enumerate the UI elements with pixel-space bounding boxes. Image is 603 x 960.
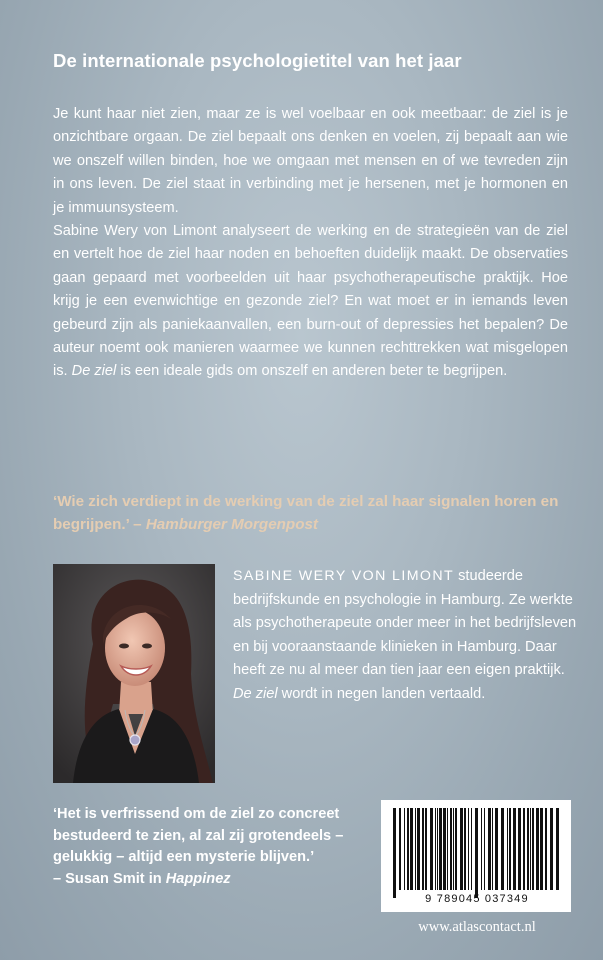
barcode-bar — [471, 808, 472, 890]
barcode-bar — [468, 808, 469, 890]
blurb — [53, 103, 568, 384]
barcode-bar — [556, 808, 559, 890]
press-quote-2 — [53, 804, 363, 890]
barcode-number: 9 789045 037349 — [425, 893, 529, 905]
barcode-bar — [488, 808, 491, 890]
barcode-bar — [404, 808, 405, 890]
barcode-bar — [430, 808, 433, 890]
barcode-bar — [447, 808, 448, 890]
press-quote-2-source: Happinez — [165, 870, 231, 887]
author-bio-book-title: De ziel — [233, 685, 278, 702]
barcode-bar — [410, 808, 413, 890]
barcode-bar — [455, 808, 457, 890]
barcode-bar — [536, 808, 539, 890]
barcode-bar — [540, 808, 543, 890]
author-photo — [53, 564, 215, 783]
press-quote-1-source: Hamburger Morgenpost — [145, 516, 318, 534]
author-name: SABINE WERY VON LIMONT — [233, 568, 455, 584]
press-quote-2-attribution: – Susan Smit in Happinez — [53, 870, 231, 887]
headline: De internationale psychologietitel van het jaar — [53, 50, 462, 71]
barcode-bar — [523, 808, 525, 890]
press-quote-1-text: ‘Wie zich verdiept in de werking van de ziel zal haar signalen horen en begrijpen.’ – — [53, 493, 559, 534]
press-quote-2-text: ‘Het is verfrissend om de ziel zo concreet bestudeerd te zien, al zal zij grotendeels – gelukkig – altijd een mysterie blijven.’ — [53, 806, 344, 865]
barcode-bar — [501, 808, 504, 890]
barcode-bar — [437, 808, 438, 890]
barcode-bar — [443, 808, 446, 890]
barcode-bar — [532, 808, 534, 890]
barcode-bar — [399, 808, 401, 890]
barcode-bar — [509, 808, 511, 890]
barcode-bar — [507, 808, 508, 890]
barcode-bar — [439, 808, 442, 890]
barcode-bar — [422, 808, 424, 890]
barcode-bar — [545, 808, 547, 890]
barcode-bar — [475, 808, 478, 898]
publisher-website: www.atlascontact.nl — [418, 919, 536, 935]
barcode-bar — [464, 808, 466, 890]
barcode-bar — [415, 808, 416, 890]
press-quote-1 — [53, 490, 568, 537]
barcode-bar — [492, 808, 493, 890]
barcode-bar — [484, 808, 485, 890]
barcode-bar — [513, 808, 516, 890]
barcode-bar — [435, 808, 436, 890]
author-bio-text-end: wordt in negen landen vertaald. — [277, 685, 486, 702]
barcode-bar — [518, 808, 521, 890]
barcode-bar — [453, 808, 454, 890]
author-bio-text: studeerde bedrijfskunde en psychologie in Hamburg. Ze werkte als psychotherapeute onder meer in het bedrijfsleven en bij vooraanstaande klinieken in Hamburg. Daar heeft ze nu al meer dan tien jaar een eigen praktijk. — [233, 568, 577, 678]
barcode-bar — [450, 808, 452, 890]
blurb-paragraph-1: Je kunt haar niet zien, maar ze is wel voelbaar en ook meetbaar: de ziel is je onzichtbare orgaan. De ziel bepaalt ons denken en voelen, zij bepaalt aan wie we onszelf willen binden, hoe we omgaan met mensen en of we tevreden zijn in ons leven. De ziel staat in verbinding met je hersenen, met je hormonen en je immuunsysteem. — [53, 106, 568, 216]
barcode-bar — [527, 808, 529, 890]
barcode-bar — [481, 808, 482, 890]
barcode-bar — [407, 808, 409, 890]
blurb-paragraph-2-end: is een ideale gids om onszelf en anderen beter te begrijpen. — [116, 363, 508, 380]
blurb-book-title: De ziel — [71, 363, 117, 380]
barcode-bar — [425, 808, 427, 890]
barcode-bar — [530, 808, 531, 890]
blurb-paragraph-2 — [53, 220, 568, 384]
barcode-bar — [393, 808, 396, 898]
barcode-bar — [460, 808, 463, 890]
barcode-bar — [495, 808, 498, 890]
blurb-paragraph-2-main: Sabine Wery von Limont analyseert de werking en de strategieën van de ziel en vertelt hoe de ziel haar noden en behoeften duidelijk maakt. De observaties gaan gepaard met voorbeelden uit haar psychotherapeutische praktijk. Hoe krijg je een evenwichtige en gezonde ziel? En wat moet er in iemands leven gebeurd zijn als paniekaanvallen, een burn-out of depressies het bepalen? De auteur noemt ook manieren waarmee we kunnen rechttrekken wat misgelopen is. — [53, 223, 568, 380]
author-bio — [233, 565, 578, 706]
barcode-bar — [550, 808, 553, 890]
barcode-bar — [417, 808, 420, 890]
